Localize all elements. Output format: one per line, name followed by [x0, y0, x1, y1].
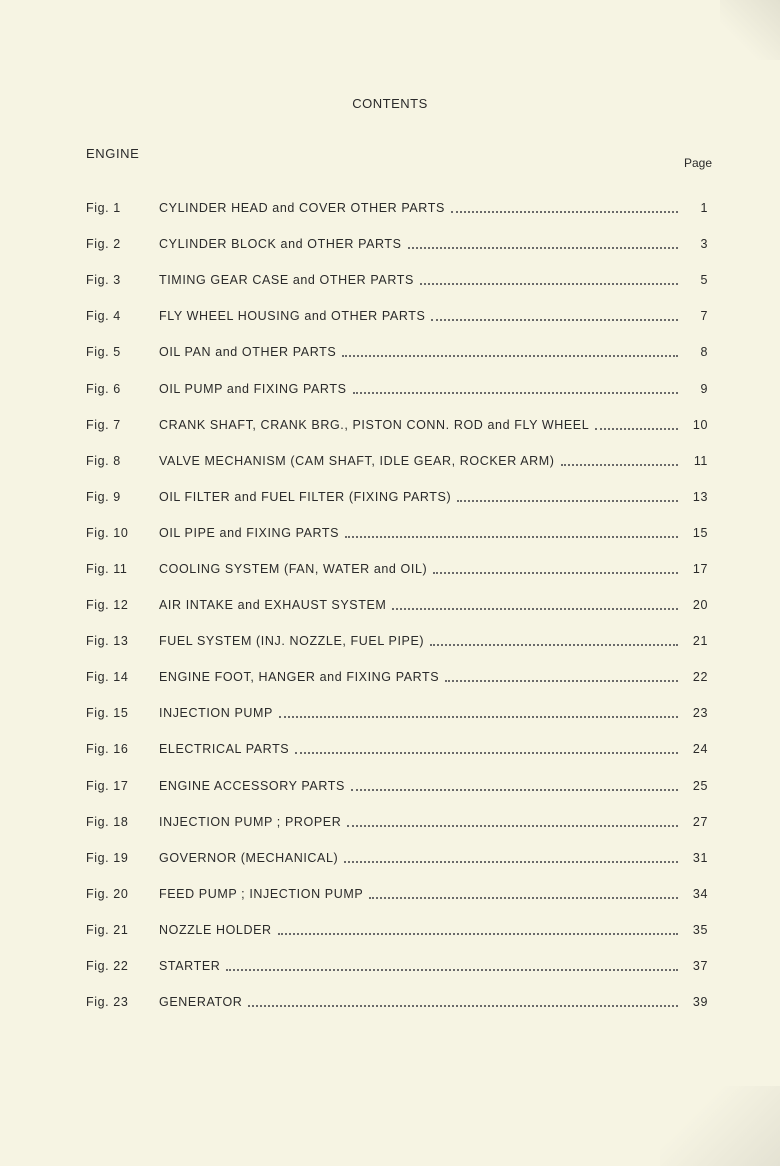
toc-entry-title: CRANK SHAFT, CRANK BRG., PISTON CONN. ROD and FLY WHEEL: [159, 417, 590, 432]
toc-entry-title: CYLINDER BLOCK and OTHER PARTS: [159, 237, 402, 252]
toc-figure-number: Fig. 11: [86, 561, 128, 576]
toc-entry-title: INJECTION PUMP ; PROPER: [159, 814, 342, 829]
toc-entry: [86, 840, 708, 876]
toc-page-number: 20: [692, 598, 708, 613]
toc-entry-title: VALVE MECHANISM (CAM SHAFT, IDLE GEAR, ROCKER ARM): [159, 453, 555, 468]
toc-entry-title: OIL PAN and OTHER PARTS: [159, 345, 337, 360]
toc-entry-title: COOLING SYSTEM (FAN, WATER and OIL): [159, 561, 428, 576]
toc-page-number: 31: [692, 850, 708, 865]
toc-figure-number: Fig. 17: [86, 778, 129, 793]
toc-entry: [86, 804, 708, 840]
toc-page-number: 24: [692, 742, 708, 757]
toc-entry: [86, 407, 708, 443]
dot-leader: [353, 378, 678, 394]
toc-page-number: 8: [700, 345, 708, 360]
toc-page-number: 39: [692, 995, 708, 1010]
toc-entry: [86, 731, 708, 767]
toc-entry-title: AIR INTAKE and EXHAUST SYSTEM: [159, 598, 387, 613]
toc-entry: [86, 623, 708, 659]
toc-entry: [86, 226, 708, 262]
toc-page-number: 5: [700, 273, 708, 288]
toc-figure-number: Fig. 1: [86, 201, 121, 216]
dot-leader: [342, 341, 678, 357]
dot-leader: [408, 233, 678, 249]
dot-leader: [369, 883, 678, 899]
dot-leader: [278, 919, 678, 935]
toc-entry: [86, 984, 708, 1020]
page-column-heading: Page: [684, 156, 713, 170]
toc-figure-number: Fig. 10: [86, 525, 129, 540]
toc-figure-number: Fig. 8: [86, 453, 121, 468]
dot-leader: [347, 811, 678, 827]
toc-entry-title: STARTER: [159, 959, 221, 974]
toc-page-number: 11: [693, 453, 708, 468]
toc-entry-title: OIL PUMP and FIXING PARTS: [159, 381, 347, 396]
toc-entry: [86, 912, 708, 948]
toc-figure-number: Fig. 23: [86, 995, 129, 1010]
dot-leader: [392, 594, 678, 610]
toc-figure-number: Fig. 14: [86, 670, 129, 685]
toc-entry-title: FLY WHEEL HOUSING and OTHER PARTS: [159, 309, 426, 324]
toc-entry-title: FEED PUMP ; INJECTION PUMP: [159, 886, 364, 901]
toc-entry: [86, 334, 708, 370]
toc-page-number: 22: [692, 670, 708, 685]
toc-entry: [86, 695, 708, 731]
toc-entry: [86, 659, 708, 695]
toc-page-number: 15: [692, 525, 708, 540]
toc-figure-number: Fig. 9: [86, 489, 121, 504]
toc-figure-number: Fig. 4: [86, 309, 121, 324]
toc-page-number: 35: [692, 922, 708, 937]
toc-figure-number: Fig. 7: [86, 417, 121, 432]
toc-page-number: 10: [692, 417, 708, 432]
dot-leader: [248, 991, 678, 1007]
toc-page-number: 34: [692, 886, 708, 901]
table-of-contents: [86, 190, 708, 1020]
toc-page-number: 21: [692, 634, 708, 649]
toc-page-number: 9: [700, 381, 708, 396]
dot-leader: [431, 305, 678, 321]
dot-leader: [433, 558, 678, 574]
toc-entry-title: TIMING GEAR CASE and OTHER PARTS: [159, 273, 414, 288]
toc-figure-number: Fig. 2: [86, 237, 121, 252]
toc-entry-title: FUEL SYSTEM (INJ. NOZZLE, FUEL PIPE): [159, 634, 425, 649]
toc-entry-title: ENGINE ACCESSORY PARTS: [159, 778, 345, 793]
dot-leader: [430, 630, 678, 646]
toc-figure-number: Fig. 13: [86, 634, 129, 649]
dot-leader: [345, 522, 678, 538]
dot-leader: [226, 955, 678, 971]
toc-entry: [86, 876, 708, 912]
toc-page-number: 23: [692, 706, 708, 721]
toc-page-number: 25: [692, 778, 708, 793]
toc-entry: [86, 190, 708, 226]
toc-entry-title: ELECTRICAL PARTS: [159, 742, 290, 757]
dot-leader: [457, 486, 678, 502]
toc-entry-title: OIL FILTER and FUEL FILTER (FIXING PARTS): [159, 489, 452, 504]
dot-leader: [445, 666, 678, 682]
toc-entry-title: CYLINDER HEAD and COVER OTHER PARTS: [159, 201, 445, 216]
dot-leader: [420, 269, 678, 285]
toc-page-number: 17: [692, 561, 708, 576]
toc-entry: [86, 551, 708, 587]
dot-leader: [595, 414, 678, 430]
toc-entry: [86, 298, 708, 334]
toc-entry: [86, 948, 708, 984]
dot-leader: [561, 450, 678, 466]
toc-entry-title: NOZZLE HOLDER: [159, 922, 272, 937]
toc-entry: [86, 479, 708, 515]
toc-entry: [86, 587, 708, 623]
toc-entry: [86, 515, 708, 551]
toc-entry-title: ENGINE FOOT, HANGER and FIXING PARTS: [159, 670, 440, 685]
toc-figure-number: Fig. 6: [86, 381, 121, 396]
toc-page-number: 37: [692, 959, 708, 974]
toc-entry: [86, 370, 708, 406]
toc-figure-number: Fig. 22: [86, 959, 129, 974]
toc-figure-number: Fig. 12: [86, 598, 129, 613]
toc-figure-number: Fig. 21: [86, 922, 129, 937]
toc-figure-number: Fig. 3: [86, 273, 121, 288]
toc-figure-number: Fig. 16: [86, 742, 129, 757]
dot-leader: [351, 775, 678, 791]
toc-figure-number: Fig. 5: [86, 345, 121, 360]
toc-entry-title: OIL PIPE and FIXING PARTS: [159, 525, 340, 540]
toc-entry: [86, 768, 708, 804]
toc-figure-number: Fig. 20: [86, 886, 129, 901]
toc-entry-title: GOVERNOR (MECHANICAL): [159, 850, 339, 865]
dot-leader: [451, 197, 678, 213]
toc-figure-number: Fig. 18: [86, 814, 129, 829]
dot-leader: [295, 738, 678, 754]
page-bottom-shadow: [660, 1086, 780, 1166]
toc-page-number: 3: [700, 237, 708, 252]
toc-page-number: 13: [692, 489, 708, 504]
document-title: CONTENTS: [352, 96, 428, 111]
toc-figure-number: Fig. 19: [86, 850, 129, 865]
toc-entry: [86, 443, 708, 479]
toc-entry: [86, 262, 708, 298]
toc-page-number: 1: [700, 201, 708, 216]
section-heading: ENGINE: [86, 146, 140, 161]
dot-leader: [344, 847, 678, 863]
toc-page-number: 7: [700, 309, 708, 324]
toc-page-number: 27: [692, 814, 708, 829]
page-corner-shadow: [720, 0, 780, 60]
toc-entry-title: GENERATOR: [159, 995, 243, 1010]
toc-figure-number: Fig. 15: [86, 706, 129, 721]
dot-leader: [279, 702, 678, 718]
toc-entry-title: INJECTION PUMP: [159, 706, 273, 721]
